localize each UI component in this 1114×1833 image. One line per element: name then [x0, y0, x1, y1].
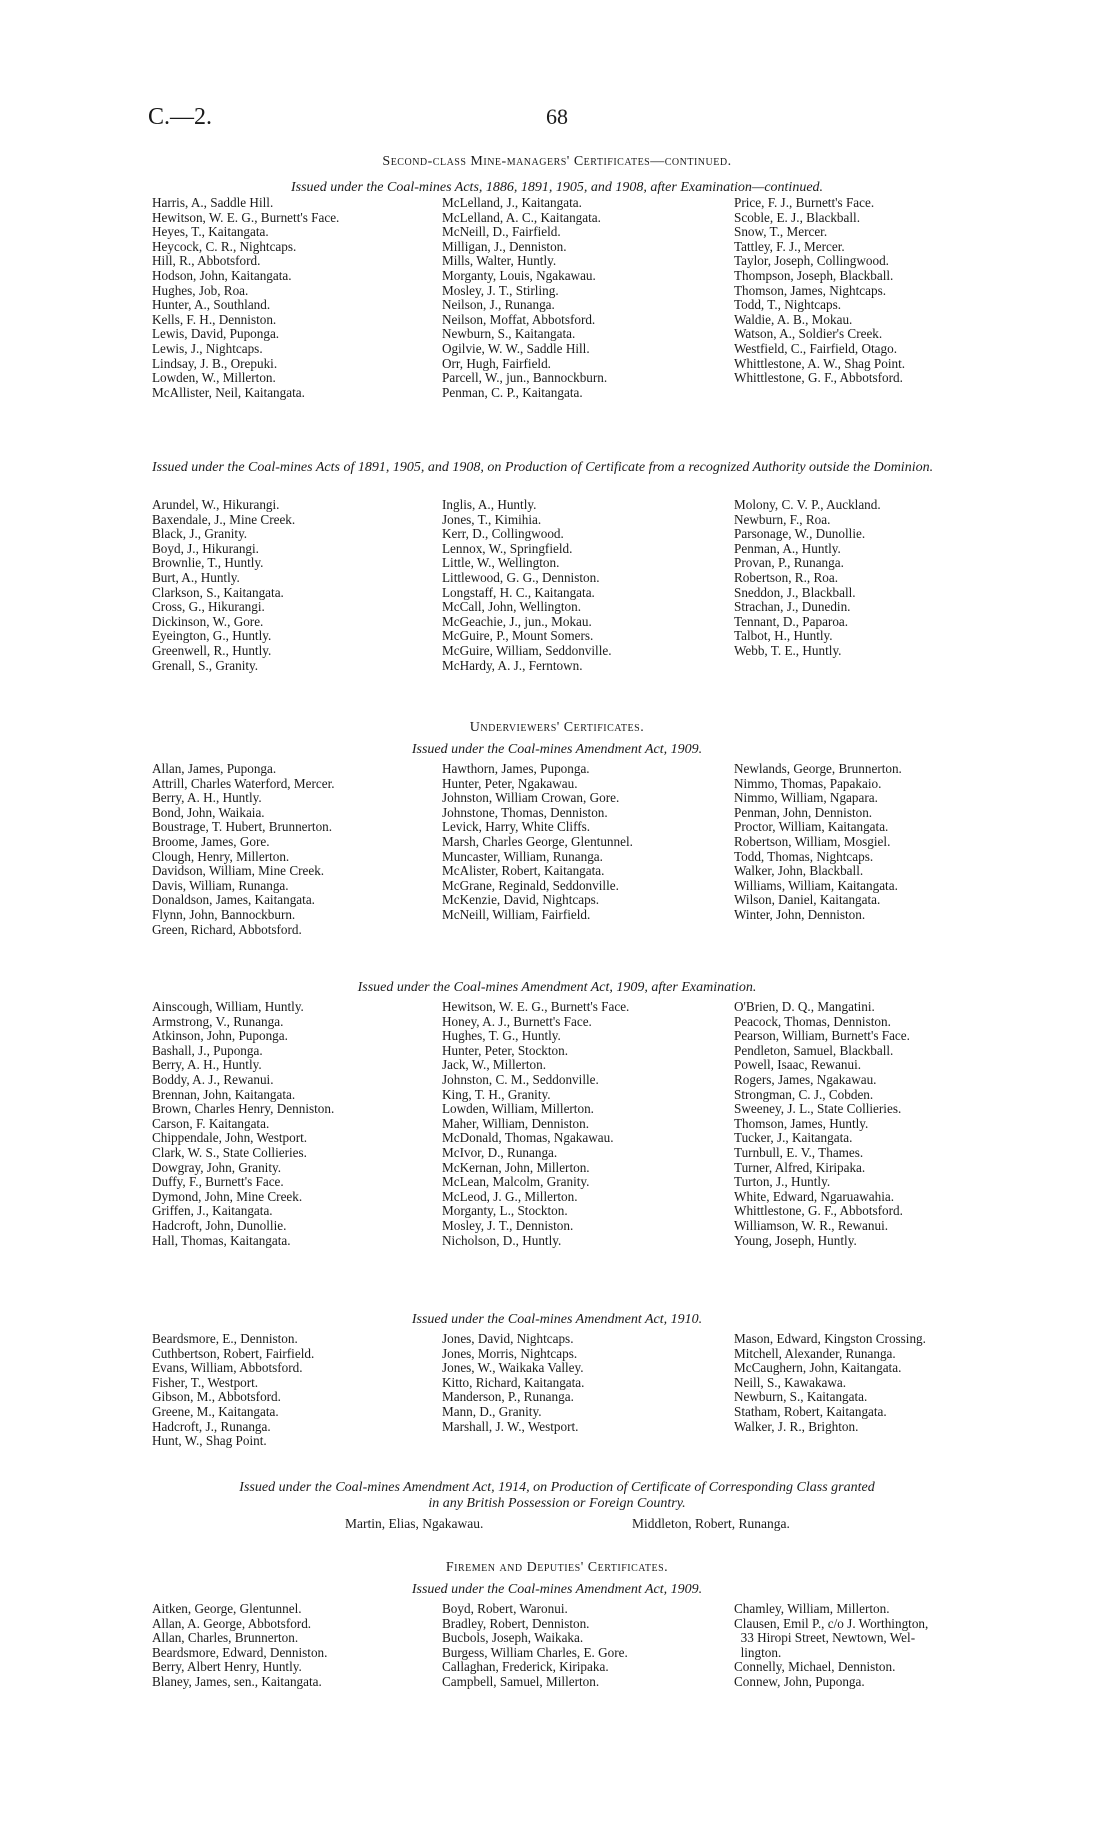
name-entry: Penman, John, Denniston. [734, 804, 873, 820]
name-entry: Talbot, H., Huntly. [734, 628, 833, 644]
name-entry: McNeill, William, Fairfield. [442, 906, 591, 922]
name-entry: McGeachie, J., jun., Mokau. [442, 613, 592, 629]
name-entry: Parsonage, W., Dunollie. [734, 526, 866, 542]
name-entry: Tennant, D., Paparoa. [734, 613, 849, 629]
name-column-1 [152, 196, 339, 400]
name-column-3 [734, 762, 902, 923]
name-column-2 [442, 1000, 629, 1248]
name-entry: Davidson, William, Mine Creek. [152, 863, 325, 879]
name-entry: McAlister, Robert, Kaitangata. [442, 863, 605, 879]
name-entry: Pendleton, Samuel, Blackball. [734, 1042, 894, 1058]
name-entry: Lowden, W., Millerton. [152, 370, 276, 386]
name-entry: Connew, John, Puponga. [734, 1673, 865, 1689]
name-entry: Parcell, W., jun., Bannockburn. [442, 370, 608, 386]
name-entry: Williamson, W. R., Rewanui. [734, 1217, 889, 1233]
section-subheading [152, 460, 1032, 475]
name-entry: Whittlestone, G. F., Abbotsford. [734, 370, 903, 386]
name-column-3 [734, 196, 905, 386]
name-entry: Mosley, J. T., Denniston. [442, 1217, 574, 1233]
name-entry: Longstaff, H. C., Kaitangata. [442, 584, 595, 600]
name-entry: Turton, J., Huntly. [734, 1174, 831, 1190]
name-entry: 33 Hiropi Street, Newtown, Wel- [734, 1630, 916, 1646]
name-entry: Johnston, C. M., Seddonville. [442, 1071, 599, 1087]
name-entry: Maher, William, Denniston. [442, 1115, 590, 1131]
name-entry: Price, F. J., Burnett's Face. [734, 195, 875, 210]
name-entry: Mills, Walter, Huntly. [442, 253, 557, 269]
name-entry: Johnston, William Crowan, Gore. [442, 790, 620, 806]
name-entry: King, T. H., Granity. [442, 1086, 551, 1102]
name-entry: Clarkson, S., Kaitangata. [152, 584, 284, 600]
name-entry: Mitchell, Alexander, Runanga. [734, 1345, 896, 1361]
name-entry: Beardsmore, E., Denniston. [152, 1331, 298, 1346]
name-entry: Milligan, J., Denniston. [442, 238, 567, 254]
name-entry: Campbell, Samuel, Millerton. [442, 1673, 600, 1689]
name-entry: Robertson, R., Roa. [734, 569, 839, 585]
name-entry: McLelland, J., Kaitangata. [442, 195, 582, 210]
certificate-holder-right: Middleton, Robert, Runanga. [632, 1516, 790, 1531]
section-subheading: Issued under the Coal-mines Amendment Act, 1909. [411, 1582, 703, 1597]
name-entry: McIvor, D., Runanga. [442, 1144, 558, 1160]
name-entry: Wilson, Daniel, Kaitangata. [734, 892, 881, 908]
name-entry: Johnstone, Thomas, Denniston. [442, 804, 608, 820]
section-subheading: Issued under the Coal-mines Acts, 1886, 1891, 1905, and 1908, after Examination—continued. [290, 180, 824, 195]
section-subheading: Issued under the Coal-mines Amendment Act, 1909. [411, 742, 703, 757]
name-entry: Turnbull, E. V., Thames. [734, 1144, 864, 1160]
name-entry: Chippendale, John, Westport. [152, 1130, 308, 1146]
name-entry: Dymond, John, Mine Creek. [152, 1188, 303, 1204]
name-entry: Proctor, William, Kaitangata. [734, 819, 889, 835]
name-entry: Snow, T., Mercer. [734, 224, 828, 240]
name-entry: Thomson, James, Nightcaps. [734, 282, 887, 298]
name-entry: Winter, John, Denniston. [734, 906, 866, 922]
name-column-1 [152, 1000, 334, 1248]
name-entry: Newburn, S., Kaitangata. [734, 1389, 868, 1405]
name-entry: Ogilvie, W. W., Saddle Hill. [442, 340, 590, 356]
name-entry: Mosley, J. T., Stirling. [442, 282, 559, 298]
name-entry: Donaldson, James, Kaitangata. [152, 892, 315, 908]
name-entry: Lewis, David, Puponga. [152, 326, 280, 342]
name-entry: Armstrong, V., Runanga. [152, 1013, 284, 1029]
name-entry: McLean, Malcolm, Granity. [442, 1174, 590, 1190]
name-entry: Grenall, S., Granity. [152, 657, 259, 673]
name-entry: Eyeington, G., Huntly. [152, 628, 272, 644]
name-entry: lington. [734, 1644, 782, 1660]
name-entry: Hughes, T. G., Huntly. [442, 1028, 561, 1044]
name-entry: Boyd, J., Hikurangi. [152, 540, 259, 556]
name-entry: Rogers, James, Ngakawau. [734, 1071, 877, 1087]
name-entry: Harris, A., Saddle Hill. [152, 195, 274, 210]
name-entry: Turner, Alfred, Kiripaka. [734, 1159, 866, 1175]
name-entry: Greenwell, R., Huntly. [152, 642, 272, 658]
name-entry: Berry, A. H., Huntly. [152, 1057, 262, 1073]
name-entry: Lennox, W., Springfield. [442, 540, 573, 556]
name-entry: Newburn, F., Roa. [734, 511, 831, 527]
name-entry: Cuthbertson, Robert, Fairfield. [152, 1345, 315, 1361]
section-subheading: Issued under the Coal-mines Amendment Act, 1910. [411, 1312, 703, 1327]
name-column-3 [734, 1602, 928, 1690]
section-subheading-line2: in any British Possession or Foreign Country. [428, 1496, 686, 1511]
name-entry: Marshall, J. W., Westport. [442, 1418, 579, 1434]
name-entry: Lindsay, J. B., Orepuki. [152, 355, 278, 371]
name-entry: Hunter, Peter, Ngakawau. [442, 775, 578, 791]
name-entry: Hughes, Job, Roa. [152, 282, 249, 298]
name-column-2 [442, 1602, 628, 1690]
page-number: 68 [546, 104, 568, 129]
name-entry: White, Edward, Ngaruawahia. [734, 1188, 895, 1204]
name-entry: Walker, J. R., Brighton. [734, 1418, 859, 1434]
name-entry: McKernan, John, Millerton. [442, 1159, 590, 1175]
name-entry: Bond, John, Waikaia. [152, 804, 265, 820]
name-entry: Aitken, George, Glentunnel. [152, 1601, 302, 1616]
name-entry: Flynn, John, Bannockburn. [152, 906, 296, 922]
name-entry: McGuire, William, Seddonville. [442, 642, 612, 658]
name-entry: Brennan, John, Kaitangata. [152, 1086, 296, 1102]
name-entry: McDonald, Thomas, Ngakawau. [442, 1130, 614, 1146]
name-column-3 [734, 1000, 910, 1248]
name-entry: Lewis, J., Nightcaps. [152, 340, 263, 356]
name-entry: Newburn, S., Kaitangata. [442, 326, 576, 342]
name-entry: Hunt, W., Shag Point. [152, 1433, 267, 1449]
name-entry: Williams, William, Kaitangata. [734, 877, 898, 893]
name-entry: Penman, A., Huntly. [734, 540, 841, 556]
name-column-3 [734, 498, 881, 659]
name-entry: Little, W., Wellington. [442, 555, 560, 571]
section-subheading-line1: Issued under the Coal-mines Amendment Act, 1914, on Production of Certificate of Corresponding Class granted [239, 1480, 875, 1495]
name-entry: Kells, F. H., Denniston. [152, 311, 277, 327]
name-entry: Bucbols, Joseph, Waikaka. [442, 1630, 584, 1646]
name-entry: Orr, Hugh, Fairfield. [442, 355, 551, 371]
name-entry: Watson, A., Soldier's Creek. [734, 326, 883, 342]
name-entry: Gibson, M., Abbotsford. [152, 1389, 281, 1405]
name-entry: Walker, John, Blackball. [734, 863, 864, 879]
name-entry: Clark, W. S., State Collieries. [152, 1144, 307, 1160]
name-entry: Attrill, Charles Waterford, Mercer. [152, 775, 335, 791]
name-entry: Sweeney, J. L., State Collieries. [734, 1101, 902, 1117]
name-entry: Boustrage, T. Hubert, Brunnerton. [152, 819, 333, 835]
name-entry: Duffy, F., Burnett's Face. [152, 1174, 284, 1190]
name-entry: Strongman, C. J., Cobden. [734, 1086, 874, 1102]
name-entry: Hodson, John, Kaitangata. [152, 267, 292, 283]
name-entry: McCaughern, John, Kaitangata. [734, 1360, 902, 1376]
subheading-text: Issued under the Coal-mines Acts of 1891, 1905, and 1908, on Production of Certificate from a recognized Authority outside the Dominion. [152, 460, 934, 475]
name-entry: Hadcroft, John, Dunollie. [152, 1217, 287, 1233]
name-entry: Waldie, A. B., Mokau. [734, 311, 853, 327]
name-entry: Allan, James, Puponga. [152, 761, 277, 776]
name-entry: Inglis, A., Huntly. [442, 497, 537, 512]
name-entry: Honey, A. J., Burnett's Face. [442, 1013, 592, 1029]
name-entry: Heycock, C. R., Nightcaps. [152, 238, 297, 254]
name-entry: Thomson, James, Huntly. [734, 1115, 869, 1131]
name-entry: Penman, C. P., Kaitangata. [442, 384, 583, 400]
name-entry: McNeill, D., Fairfield. [442, 224, 561, 240]
name-column-2 [442, 196, 607, 400]
name-entry: Green, Richard, Abbotsford. [152, 921, 302, 937]
name-entry: Neilson, Moffat, Abbotsford. [442, 311, 596, 327]
section-heading-firemen-deputies: Firemen and Deputies' Certificates. [445, 1560, 669, 1575]
name-entry: Brown, Charles Henry, Denniston. [152, 1101, 335, 1117]
section-subheading: Issued under the Coal-mines Amendment Act, 1909, after Examination. [357, 980, 757, 995]
name-entry: Hunter, A., Southland. [152, 297, 271, 313]
name-entry: Davis, William, Runanga. [152, 877, 289, 893]
name-entry: Jones, Morris, Nightcaps. [442, 1345, 578, 1361]
name-entry: Tattley, F. J., Mercer. [734, 238, 845, 254]
name-entry: Mann, D., Granity. [442, 1403, 542, 1419]
name-entry: Berry, A. H., Huntly. [152, 790, 262, 806]
name-entry: Jones, W., Waikaka Valley. [442, 1360, 584, 1376]
name-entry: Pearson, William, Burnett's Face. [734, 1028, 910, 1044]
name-entry: Greene, M., Kaitangata. [152, 1403, 279, 1419]
name-entry: Griffen, J., Kaitangata. [152, 1203, 273, 1219]
name-entry: O'Brien, D. Q., Mangatini. [734, 999, 875, 1014]
name-entry: Strachan, J., Dunedin. [734, 599, 851, 615]
name-entry: Fisher, T., Westport. [152, 1374, 259, 1390]
name-entry: Burt, A., Huntly. [152, 569, 240, 585]
name-entry: Levick, Harry, White Cliffs. [442, 819, 591, 835]
name-entry: Hewitson, W. E. G., Burnett's Face. [442, 999, 630, 1014]
name-entry: Black, J., Granity. [152, 526, 248, 542]
name-entry: Nicholson, D., Huntly. [442, 1232, 562, 1248]
name-entry: Sneddon, J., Blackball. [734, 584, 856, 600]
name-entry: Hewitson, W. E. G., Burnett's Face. [152, 209, 340, 225]
name-entry: Whittlestone, G. F., Abbotsford. [734, 1203, 903, 1219]
section-heading-underviewers: Underviewers' Certificates. [469, 720, 645, 735]
name-entry: Dowgray, John, Granity. [152, 1159, 282, 1175]
name-column-2 [442, 498, 612, 673]
name-entry: McGrane, Reginald, Seddonville. [442, 877, 619, 893]
name-entry: Dickinson, W., Gore. [152, 613, 264, 629]
name-entry: Kitto, Richard, Kaitangata. [442, 1374, 585, 1390]
name-entry: Chamley, William, Millerton. [734, 1601, 890, 1616]
section-heading-second-class: Second-class Mine-managers' Certificates—continued. [382, 154, 732, 169]
name-entry: Jones, T., Kimihia. [442, 511, 542, 527]
name-column-1 [152, 498, 295, 673]
name-entry: Newlands, George, Brunnerton. [734, 761, 902, 776]
name-entry: Todd, T., Nightcaps. [734, 297, 842, 313]
name-entry: Morganty, L., Stockton. [442, 1203, 568, 1219]
name-entry: Peacock, Thomas, Denniston. [734, 1013, 891, 1029]
name-column-2 [442, 762, 633, 923]
name-entry: Berry, Albert Henry, Huntly. [152, 1659, 302, 1675]
name-entry: Todd, Thomas, Nightcaps. [734, 848, 874, 864]
name-entry: Kerr, D., Collingwood. [442, 526, 564, 542]
name-entry: Taylor, Joseph, Collingwood. [734, 253, 889, 269]
name-entry: Jack, W., Millerton. [442, 1057, 547, 1073]
name-entry: McHardy, A. J., Ferntown. [442, 657, 583, 673]
name-entry: Callaghan, Frederick, Kiripaka. [442, 1659, 609, 1675]
name-entry: Clausen, Emil P., c/o J. Worthington, [734, 1615, 929, 1631]
name-entry: Hawthorn, James, Puponga. [442, 761, 590, 776]
name-entry: Lowden, William, Millerton. [442, 1101, 594, 1117]
name-entry: Heyes, T., Kaitangata. [152, 224, 269, 240]
name-entry: Beardsmore, Edward, Denniston. [152, 1644, 328, 1660]
name-entry: Whittlestone, A. W., Shag Point. [734, 355, 906, 371]
name-entry: Manderson, P., Runanga. [442, 1389, 574, 1405]
name-entry: Boddy, A. J., Rewanui. [152, 1071, 274, 1087]
name-entry: Hadcroft, J., Runanga. [152, 1418, 271, 1434]
name-entry: Cross, G., Hikurangi. [152, 599, 265, 615]
name-entry: Webb, T. E., Huntly. [734, 642, 842, 658]
name-entry: Evans, William, Abbotsford. [152, 1360, 303, 1376]
name-entry: McAllister, Neil, Kaitangata. [152, 384, 305, 400]
name-entry: McGuire, P., Mount Somers. [442, 628, 594, 644]
name-entry: Statham, Robert, Kaitangata. [734, 1403, 887, 1419]
name-entry: Neill, S., Kawakawa. [734, 1374, 847, 1390]
name-entry: Robertson, William, Mosgiel. [734, 833, 891, 849]
name-entry: Bashall, J., Puponga. [152, 1042, 263, 1058]
name-entry: Provan, P., Runanga. [734, 555, 844, 571]
name-entry: Molony, C. V. P., Auckland. [734, 497, 881, 512]
name-entry: Marsh, Charles George, Glentunnel. [442, 833, 633, 849]
name-column-3 [734, 1332, 926, 1434]
name-entry: Ainscough, William, Huntly. [152, 999, 304, 1014]
name-entry: Thompson, Joseph, Blackball. [734, 267, 894, 283]
name-column-1 [152, 1332, 314, 1449]
name-column-1 [152, 1602, 327, 1690]
name-entry: Nimmo, Thomas, Papakaio. [734, 775, 882, 791]
name-entry: Neilson, J., Runanga. [442, 297, 555, 313]
name-entry: McKenzie, David, Nightcaps. [442, 892, 600, 908]
name-entry: Westfield, C., Fairfield, Otago. [734, 340, 898, 356]
name-entry: Morganty, Louis, Ngakawau. [442, 267, 596, 283]
name-entry: Powell, Isaac, Rewanui. [734, 1057, 862, 1073]
name-entry: Arundel, W., Hikurangi. [152, 497, 280, 512]
name-entry: Littlewood, G. G., Denniston. [442, 569, 600, 585]
name-entry: Mason, Edward, Kingston Crossing. [734, 1331, 926, 1346]
certificate-holder-left: Martin, Elias, Ngakawau. [345, 1516, 484, 1531]
name-column-2 [442, 1332, 584, 1434]
page-reference: C.—2. [148, 104, 213, 130]
name-entry: Bradley, Robert, Denniston. [442, 1615, 590, 1631]
name-entry: Broome, James, Gore. [152, 833, 270, 849]
name-entry: Hill, R., Abbotsford. [152, 253, 261, 269]
name-entry: Hall, Thomas, Kaitangata. [152, 1232, 291, 1248]
name-entry: Carson, F. Kaitangata. [152, 1115, 270, 1131]
name-entry: Allan, A. George, Abbotsford. [152, 1615, 312, 1631]
name-entry: Connelly, Michael, Denniston. [734, 1659, 896, 1675]
name-entry: Atkinson, John, Puponga. [152, 1028, 288, 1044]
name-entry: Blaney, James, sen., Kaitangata. [152, 1673, 322, 1689]
name-column-1 [152, 762, 335, 937]
name-entry: Brownlie, T., Huntly. [152, 555, 264, 571]
name-entry: Hunter, Peter, Stockton. [442, 1042, 569, 1058]
name-entry: McLeod, J. G., Millerton. [442, 1188, 578, 1204]
name-entry: McCall, John, Wellington. [442, 599, 581, 615]
name-entry: McLelland, A. C., Kaitangata. [442, 209, 601, 225]
name-entry: Jones, David, Nightcaps. [442, 1331, 574, 1346]
name-entry: Baxendale, J., Mine Creek. [152, 511, 296, 527]
name-entry: Tucker, J., Kaitangata. [734, 1130, 853, 1146]
name-entry: Boyd, Robert, Waronui. [442, 1601, 568, 1616]
name-entry: Burgess, William Charles, E. Gore. [442, 1644, 628, 1660]
name-entry: Allan, Charles, Brunnerton. [152, 1630, 299, 1646]
name-entry: Young, Joseph, Huntly. [734, 1232, 857, 1248]
name-entry: Nimmo, William, Ngapara. [734, 790, 878, 806]
name-entry: Clough, Henry, Millerton. [152, 848, 290, 864]
name-entry: Muncaster, William, Runanga. [442, 848, 603, 864]
name-entry: Scoble, E. J., Blackball. [734, 209, 860, 225]
